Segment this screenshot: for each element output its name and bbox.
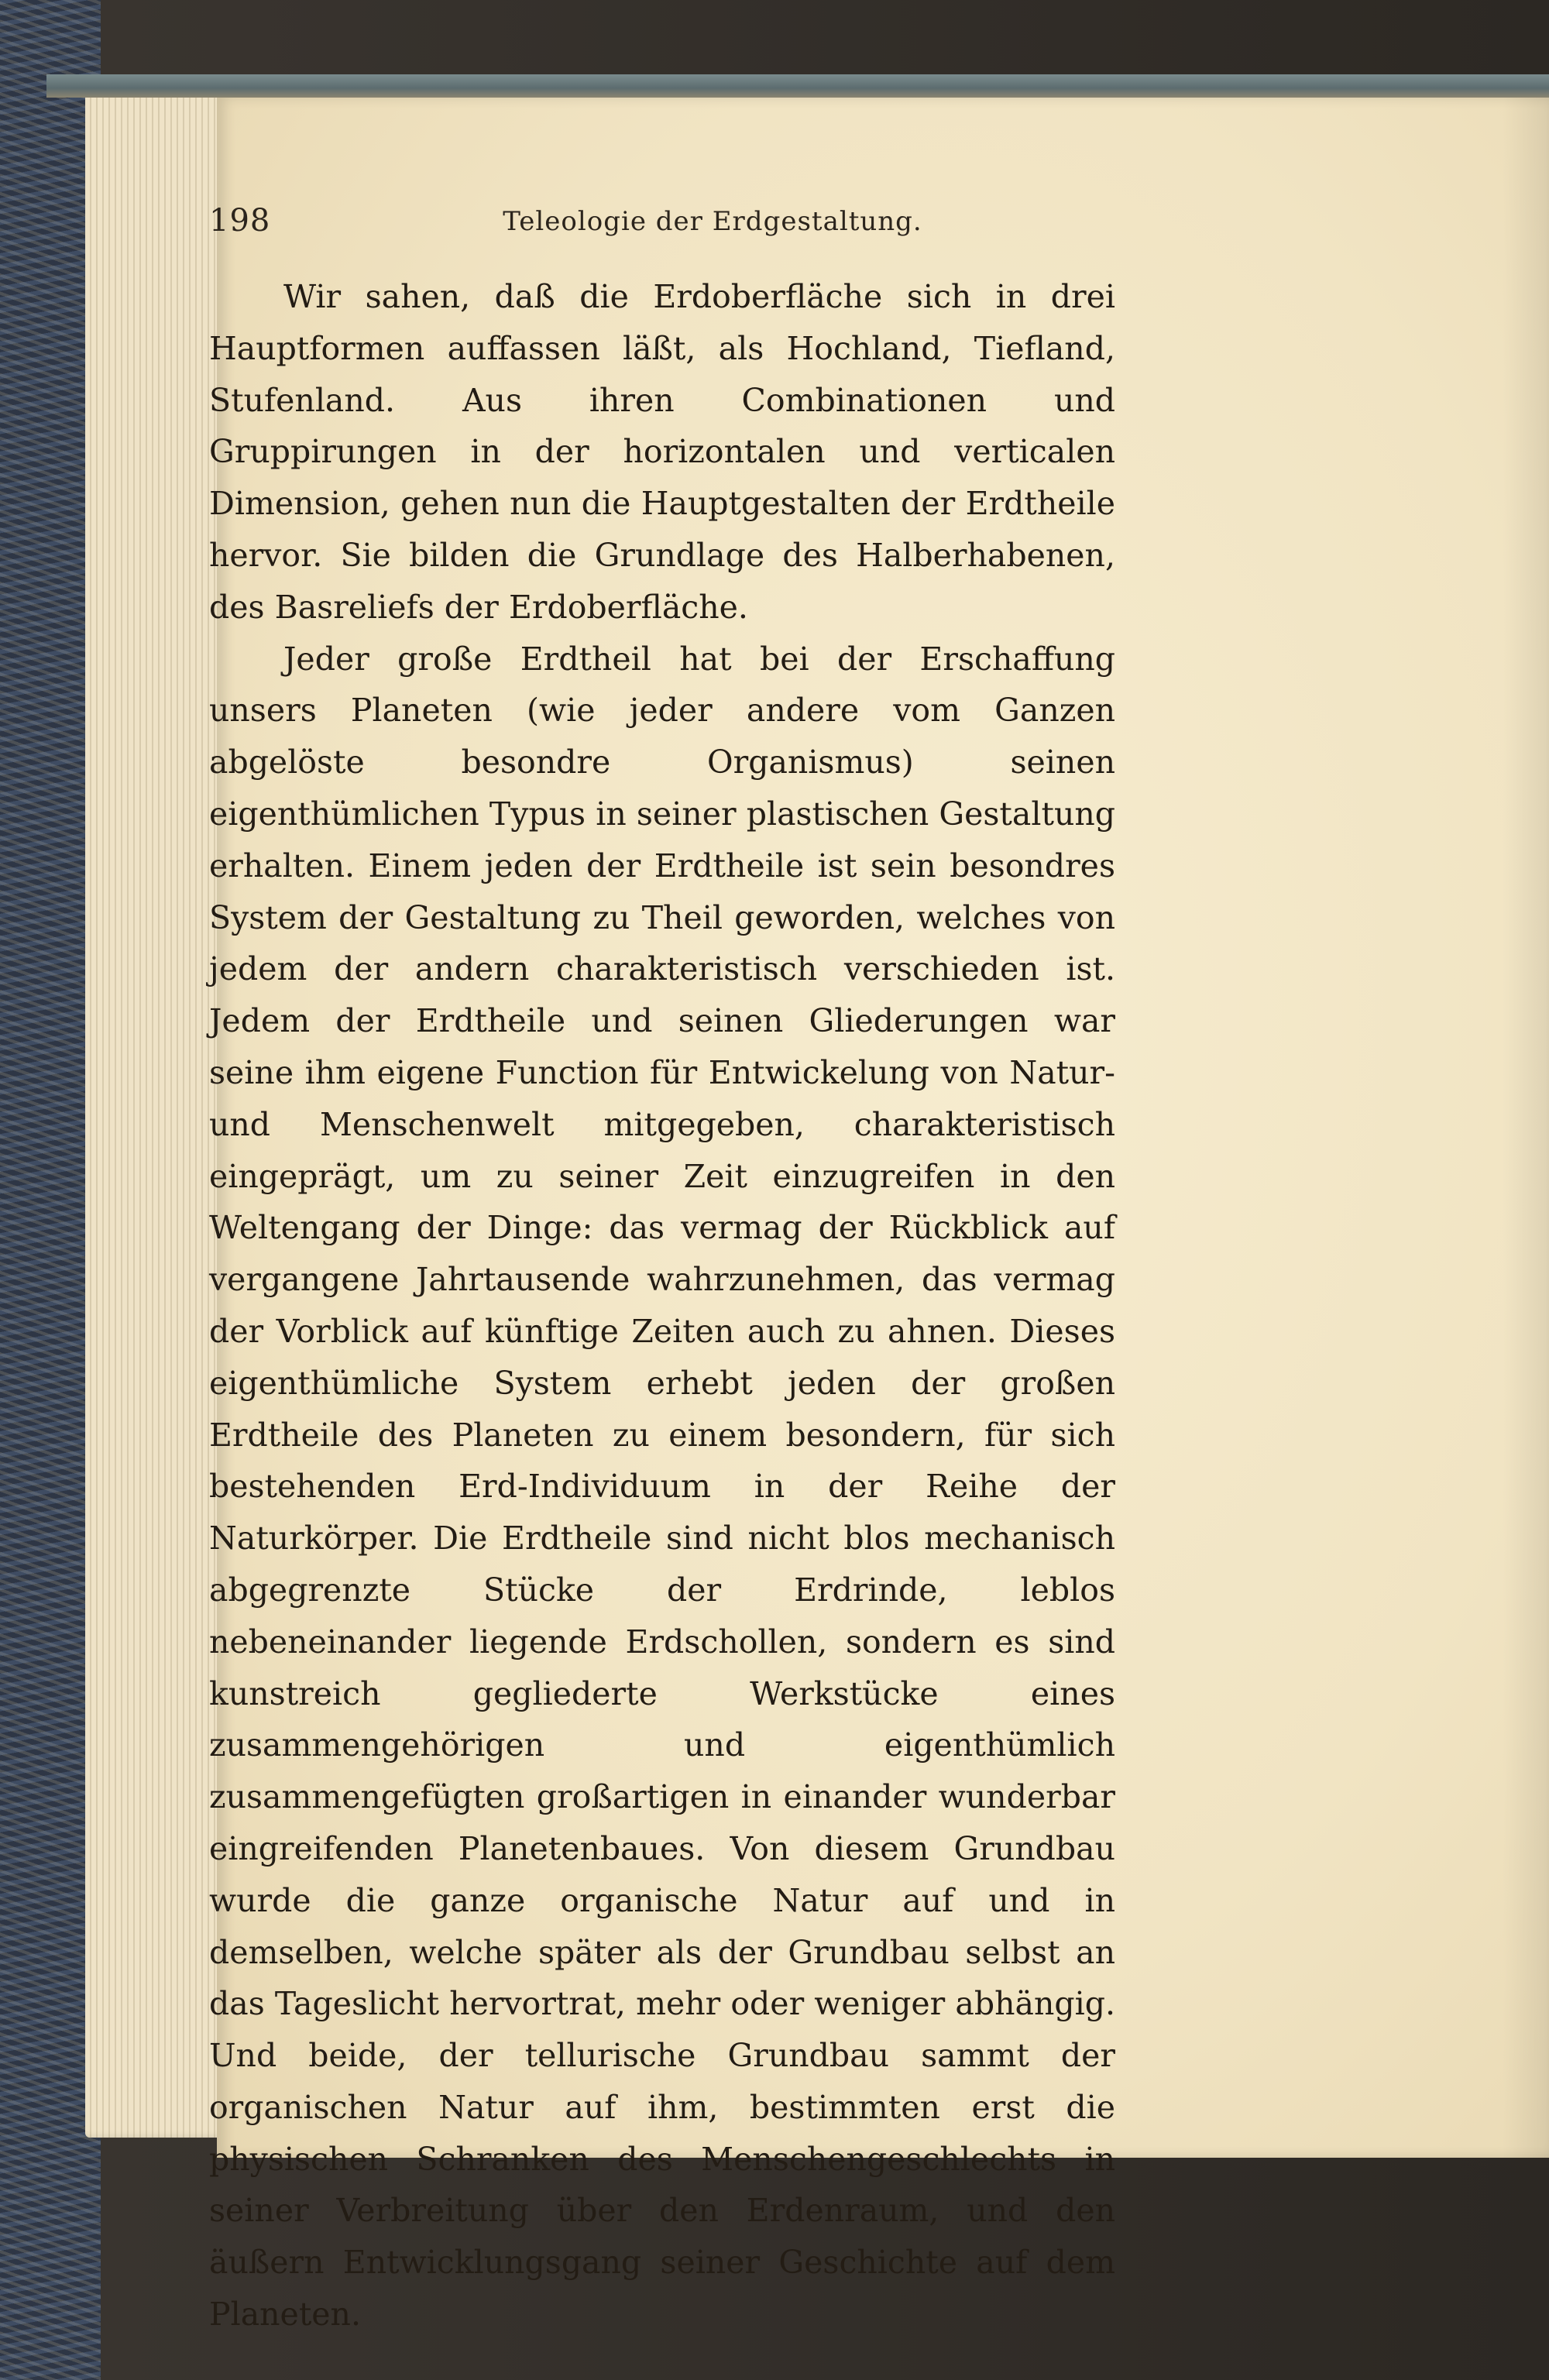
paragraph: Jeder große Erdtheil hat bei der Erschaffung unsers Planeten (wie jeder andere vom Ganzen abgelöste besondre Organismus) seinen eigenthümlichen Typus in seiner plastischen Gestaltung erhalten. Einem jeden der Erdtheile ist sein besondres System der Gestaltung zu Theil geworden, welches von jedem der andern charakteristisch verschieden ist. Jedem der Erdtheile und seinen Gliederungen war seine ihm eigene Function für Entwickelung von Natur- und Menschenwelt mitgegeben, charakteristisch eingeprägt, um zu seiner Zeit einzugreifen in den Weltengang der Dinge: das vermag der Rückblick auf vergangene Jahrtausende wahrzunehmen, das vermag der Vorblick auf künftige Zeiten auch zu ahnen. Dieses eigenthümliche System erhebt jeden der großen Erdtheile des Planeten zu einem besondern, für sich bestehenden Erd-Individuum in der Reihe der Naturkörper. Die Erdtheile sind nicht blos mechanisch abgegrenzte Stücke der Erdrinde, leblos nebeneinander liegende Erdschollen, sondern es sind kunstreich gegliederte Werkstücke eines zusammengehörigen und eigenthümlich zusammengefügten großartigen in einander wunderbar eingreifenden Planetenbaues. Von diesem Grundbau wurde die ganze organische Natur auf und in demselben, welche später als der Grundbau selbst an das Tageslicht hervortrat, mehr oder weniger abhängig. Und beide, der tellurische Grundbau sammt der organischen Natur auf ihm, bestimmten erst die physischen Schranken des Menschengeschlechts in seiner Verbreitung über den Erdenraum, und den äußern Entwicklungsgang seiner Geschichte auf dem Planeten.: [209, 640, 1115, 2334]
page-number: 198: [209, 203, 271, 239]
running-title: Teleologie der Erdgestaltung.: [503, 206, 922, 237]
paragraph: Wir sahen, daß die Erdoberfläche sich in drei Hauptformen auffassen läßt, als Hochland, Tiefland, Stufenland. Aus ihren Combinationen und Gruppirungen in der horizontalen und verticalen Dimension, gehen nun die Hauptgestalten der Erdtheile hervor. Sie bilden die Grundlage des Halberhabenen, des Basreliefs der Erdoberfläche.: [209, 278, 1115, 626]
gutter-shadow: [1503, 98, 1549, 2158]
body-text: [209, 271, 1115, 2341]
binding-tape: [46, 74, 1549, 98]
running-head: [209, 203, 1115, 257]
